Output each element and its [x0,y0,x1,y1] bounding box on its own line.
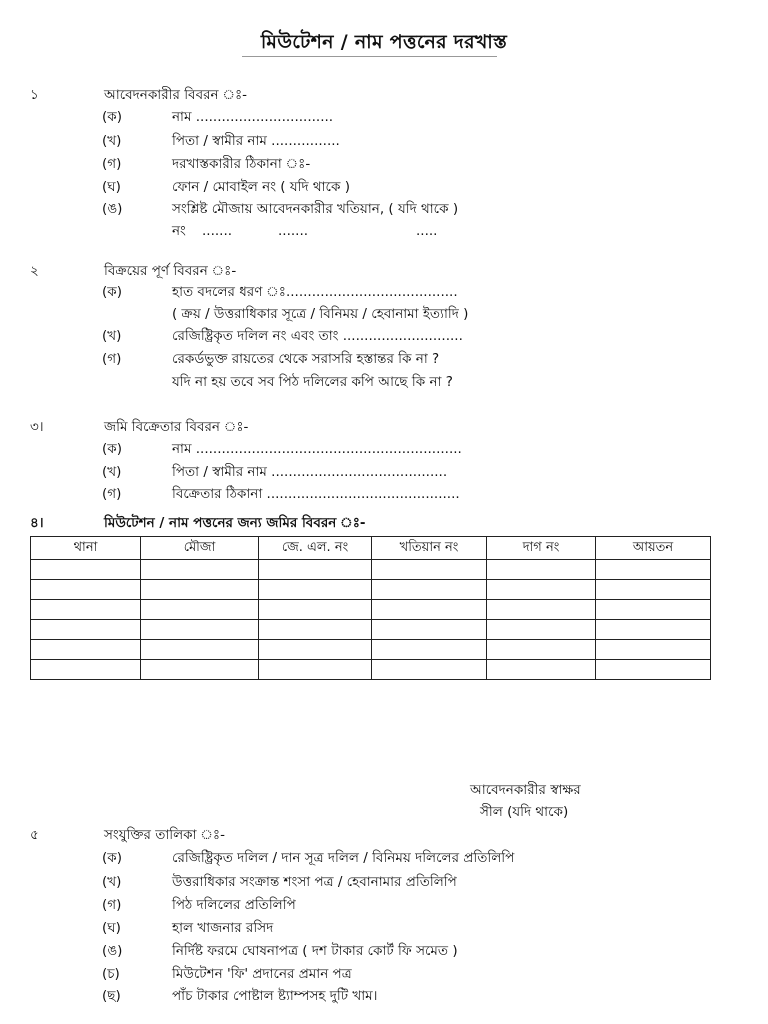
table-cell[interactable] [487,580,596,600]
section-4-number: ৪। [30,515,44,531]
s5-item-label: (ছ) [102,988,121,1004]
section-2-number: ২ [30,263,39,279]
col-area: আয়তন [596,537,711,560]
section-5-number: ৫ [30,827,39,843]
applicant-signature-label: আবেদনকারীর স্বাক্ষর [470,782,581,798]
seal-label: সীল (যদি থাকে) [480,804,569,820]
table-row [31,660,711,680]
table-cell[interactable] [372,640,487,660]
s3-seller-father-field: পিতা / স্বামীর নাম ......................................... [172,464,448,480]
s5-item-label: (ক) [102,850,122,866]
s3-item-label: (ক) [102,441,122,457]
s1-item-label: (ঘ) [102,179,121,195]
table-cell[interactable] [31,600,141,620]
section-3-number: ৩। [30,419,44,435]
table-cell[interactable] [596,660,711,680]
s3-seller-name-field: নাম .............................................................. [172,441,462,457]
s1-khatian-field: সংশ্লিষ্ট মৌজায় আবেদনকারীর খতিয়ান, ( যদি থাকে ) [172,201,459,217]
table-cell[interactable] [596,560,711,580]
table-cell[interactable] [31,580,141,600]
s2-item-label: (গ) [102,351,122,367]
land-details-table [30,536,711,680]
s1-no-dots: ....... [278,223,309,239]
s2-transfer-type-field: হাত বদলের ধরণ ঃ........................................ [172,284,458,300]
section-5-heading: সংযুক্তির তালিকা ঃ- [104,827,225,843]
s5-item-label: (ঙ) [102,943,123,959]
s1-address-field: দরখাস্তকারীর ঠিকানা ঃ- [172,156,311,172]
s3-item-label: (খ) [102,464,122,480]
s1-no-label: নং [172,223,186,239]
table-cell[interactable] [487,660,596,680]
s5-attachment-item: পিঠ দলিলের প্রতিলিপি [172,897,296,913]
table-cell[interactable] [487,600,596,620]
table-row [31,560,711,580]
section-3-heading: জমি বিক্রেতার বিবরন ঃ- [104,419,249,435]
s3-seller-address-field: বিক্রেতার ঠিকানা ............................................. [172,486,460,502]
table-cell[interactable] [487,620,596,640]
table-cell[interactable] [259,640,372,660]
s3-item-label: (গ) [102,486,122,502]
table-cell[interactable] [141,600,259,620]
s5-attachment-item: হাল খাজনার রসিদ [172,920,274,936]
col-thana: থানা [31,537,141,560]
s2-back-deed-question: যদি না হয় তবে সব পিঠ দলিলের কপি আছে কি না ? [172,374,453,390]
s1-no-dots: ..... [416,223,438,239]
section-2-heading: বিক্রয়ের পূর্ণ বিবরন ঃ- [104,263,237,279]
section-4-heading: মিউটেশন / নাম পত্তনের জন্য জমির বিবরন ঃ- [104,515,366,531]
table-cell[interactable] [372,660,487,680]
col-khatian-no: খতিয়ান নং [372,537,487,560]
table-cell[interactable] [141,560,259,580]
s1-item-label: (খ) [102,133,122,149]
title-underline [242,56,497,57]
form-title: মিউটেশন / নাম পত্তনের দরখাস্ত [260,31,508,53]
table-cell[interactable] [259,560,372,580]
table-cell[interactable] [31,560,141,580]
col-mouza: মৌজা [141,537,259,560]
table-cell[interactable] [596,600,711,620]
s5-attachment-item: মিউটেশন 'ফি' প্রদানের প্রমান পত্র [172,966,352,982]
table-cell[interactable] [372,620,487,640]
table-header-row [31,537,711,560]
table-cell[interactable] [31,660,141,680]
table-cell[interactable] [141,660,259,680]
table-cell[interactable] [141,620,259,640]
table-cell[interactable] [596,580,711,600]
s1-name-field: নাম ................................ [172,109,334,125]
table-cell[interactable] [259,580,372,600]
s5-attachment-item: উত্তরাধিকার সংক্রান্ত শংসা পত্র / হেবানামার প্রতিলিপি [172,874,457,890]
s5-item-label: (চ) [102,966,120,982]
section-1-heading: আবেদনকারীর বিবরন ঃ- [104,87,248,103]
table-row [31,620,711,640]
s5-item-label: (ঘ) [102,920,121,936]
s2-item-label: (ক) [102,284,122,300]
table-row [31,580,711,600]
s2-deed-number-field: রেজিষ্ট্রিকৃত দলিল নং এবং তাং ............................ [172,328,463,344]
table-cell[interactable] [31,620,141,640]
table-cell[interactable] [141,640,259,660]
table-cell[interactable] [31,640,141,660]
s1-phone-field: ফোন / মোবাইল নং ( যদি থাকে ) [172,179,350,195]
s2-transfer-type-options: ( ক্রয় / উত্তরাধিকার সূত্রে / বিনিময় / হেবানামা ইত্যাদি ) [172,306,469,322]
col-jl-no: জে. এল. নং [259,537,372,560]
table-cell[interactable] [372,580,487,600]
s5-attachment-item: রেজিষ্ট্রিকৃত দলিল / দান সূত্র দলিল / বিনিময় দলিলের প্রতিলিপি [172,850,515,866]
s5-item-label: (গ) [102,897,122,913]
s5-attachment-item: নির্দিষ্ট ফরমে ঘোষনাপত্র ( দশ টাকার কোর্ট ফি সমেত ) [172,943,458,959]
s1-father-husband-field: পিতা / স্বামীর নাম ................ [172,133,340,149]
s5-item-label: (খ) [102,874,122,890]
col-dag-no: দাগ নং [487,537,596,560]
s2-direct-transfer-question: রেকর্ডভুক্ত রায়তের থেকে সরাসরি হস্তান্তর কি না ? [172,351,440,367]
table-cell[interactable] [596,640,711,660]
table-cell[interactable] [487,640,596,660]
table-cell[interactable] [141,580,259,600]
table-cell[interactable] [596,620,711,640]
table-cell[interactable] [259,660,372,680]
s5-attachment-item: পাঁচ টাকার পোষ্টাল ষ্ট্যাম্পসহ দুটি খাম। [172,988,378,1004]
s1-item-label: (গ) [102,156,122,172]
table-cell[interactable] [259,620,372,640]
table-cell[interactable] [372,600,487,620]
s1-no-dots: ....... [202,223,233,239]
s2-item-label: (খ) [102,328,122,344]
table-row [31,600,711,620]
s1-item-label: (ক) [102,109,122,125]
s1-item-label: (ঙ) [102,201,123,217]
table-cell[interactable] [259,600,372,620]
section-1-number: ১ [30,87,39,103]
table-cell[interactable] [487,560,596,580]
table-cell[interactable] [372,560,487,580]
table-row [31,640,711,660]
